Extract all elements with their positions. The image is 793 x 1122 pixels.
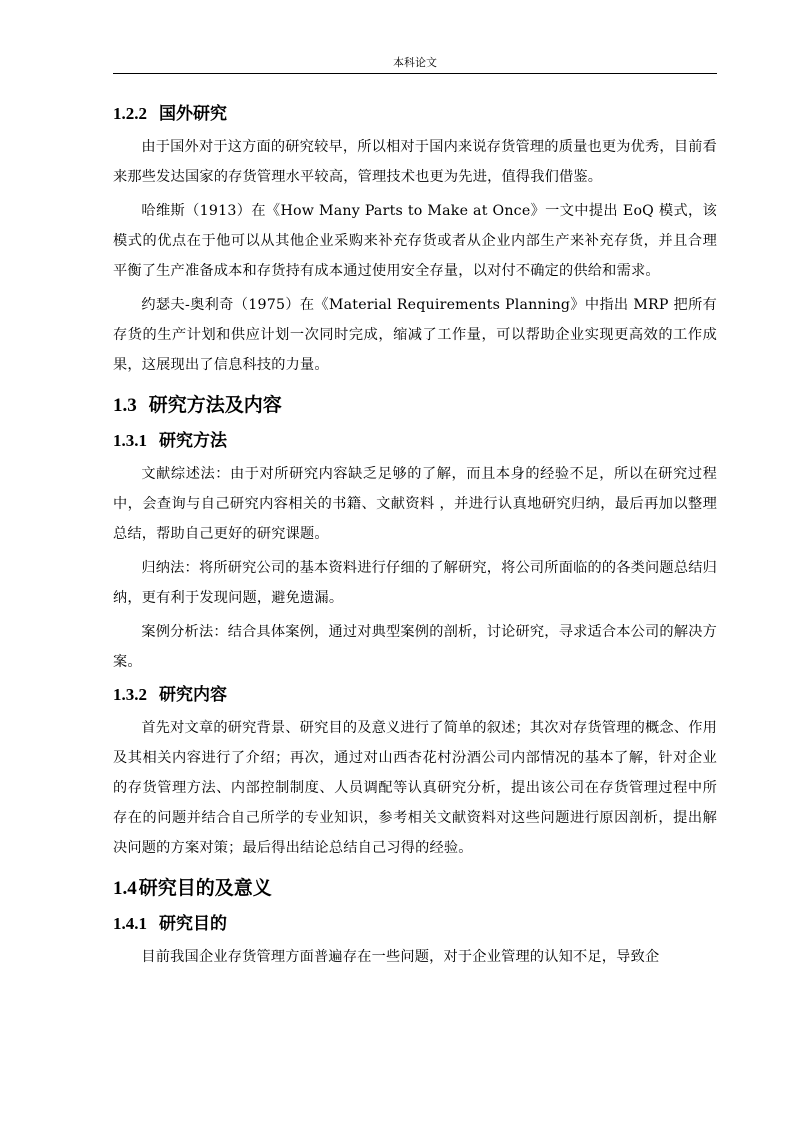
section-heading-1-3: [113, 390, 717, 421]
section-title: 研究目的: [159, 914, 227, 934]
section-heading-1-2-2: [113, 100, 717, 128]
section-number: 1.4.1: [113, 914, 147, 933]
running-header: 本科论文: [393, 56, 437, 69]
section-title: 研究方法: [159, 431, 227, 451]
paragraph: 案例分析法：结合具体案例，通过对典型案例的剖析，讨论研究，寻求适合本公司的解决方案。: [113, 624, 717, 670]
section-heading-1-4: [113, 873, 717, 904]
section-heading-1-3-2: [113, 681, 717, 709]
paragraph: 首先对文章的研究背景、研究目的及意义进行了简单的叙述；其次对存货管理的概念、作用及其相关内容进行了介绍；再次，通过对山西杏花村汾酒公司内部情况的基本了解，针对企业的存货管理方法、内部控制制度、人员调配等认真研究分析，提出该公司在存货管理过程中所存在的问题并结合自己所学的专业知识，参考相关文献资料对这些问题进行原因剖析，提出解决问题的方案对策；最后得出结论总结自己习得的经验。: [113, 720, 717, 856]
section-number: 1.2.2: [113, 104, 147, 123]
section-title: 研究内容: [159, 685, 227, 705]
section-number: 1.3: [113, 395, 137, 416]
section-title: 研究方法及内容: [148, 394, 282, 416]
paragraph: 目前我国企业存货管理方面普遍存在一些问题，对于企业管理的认知不足，导致企: [141, 949, 660, 965]
section-title: 国外研究: [159, 104, 227, 124]
section-heading-1-4-1: [113, 910, 717, 938]
paragraph: 由于国外对于这方面的研究较早，所以相对于国内来说存货管理的质量也更为优秀，目前看来那些发达国家的存货管理水平较高，管理技术也更为先进，值得我们借鉴。: [113, 139, 717, 185]
section-number: 1.3.1: [113, 431, 147, 450]
section-title: 研究目的及意义: [138, 877, 272, 899]
section-number: 1.4: [113, 878, 137, 899]
section-number: 1.3.2: [113, 685, 147, 704]
paragraph: 哈维斯（1913）在《How Many Parts to Make at Once》一文中提出 EoQ 模式，该模式的优点在于他可以从其他企业采购来补充存货或者从企业内部生产来补充存货，并且合理平衡了生产准备成本和存货持有成本通过使用安全存量，以对付不确定的供给和需求。: [113, 203, 717, 279]
header-rule: [113, 73, 717, 74]
paragraph: 归纳法：将所研究公司的基本资料进行仔细的了解研究，将公司所面临的的各类问题总结归纳，更有利于发现问题，避免遗漏。: [113, 560, 717, 606]
section-heading-1-3-1: [113, 427, 717, 455]
paragraph: 约瑟夫-奥利奇（1975）在《Material Requirements Planning》中指出 MRP 把所有存货的生产计划和供应计划一次同时完成，缩减了工作量，可以帮助企业实现更高效的工作成果，这展现出了信息科技的力量。: [113, 297, 717, 373]
page-body: [113, 100, 717, 976]
paragraph: 文献综述法：由于对所研究内容缺乏足够的了解，而且本身的经验不足，所以在研究过程中，会查询与自己研究内容相关的书籍、文献资料 ，并进行认真地研究归纳，最后再加以整理总结，帮助自己更好的研究课题。: [113, 466, 717, 542]
